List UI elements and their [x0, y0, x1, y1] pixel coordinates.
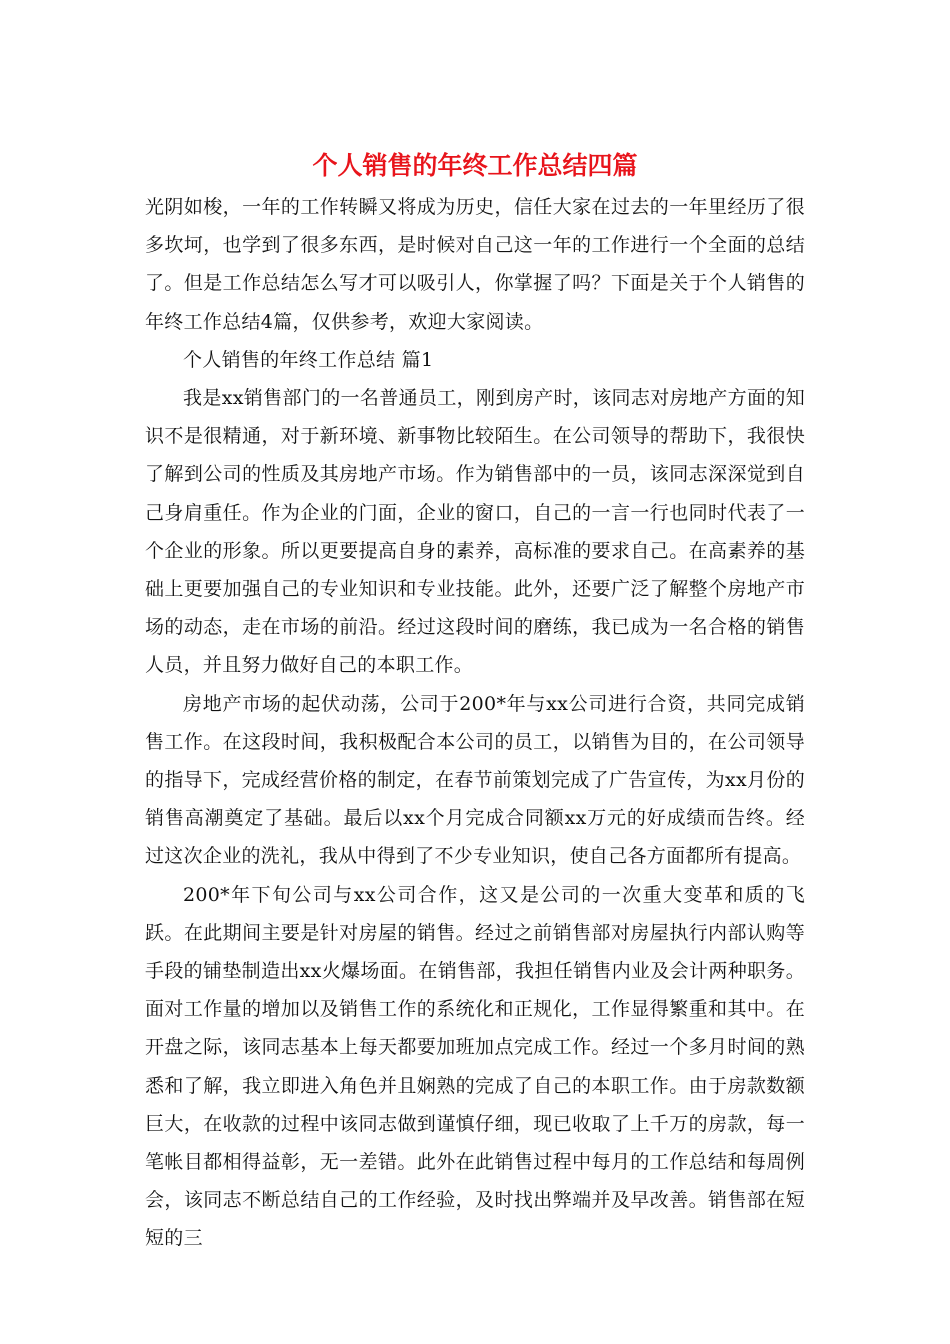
- body-paragraph: 我是xx销售部门的一名普通员工，刚到房产时，该同志对房地产方面的知识不是很精通，对于新环境、新事物比较陌生。在公司领导的帮助下，我很快了解到公司的性质及其房地产市场。作为销售部中的一员，该同志深深觉到自己身肩重任。作为企业的门面，企业的窗口，自己的一言一行也同时代表了一个企业的形象。所以更要提高自身的素养，高标准的要求自己。在高素养的基础上更要加强自己的专业知识和专业技能。此外，还要广泛了解整个房地产市场的动态，走在市场的前沿。经过这段时间的磨练，我已成为一名合格的销售人员，并且努力做好自己的本职工作。: [145, 387, 805, 677]
- body-paragraph: 200*年下旬公司与xx公司合作，这又是公司的一次重大变革和质的飞跃。在此期间主要是针对房屋的销售。经过之前销售部对房屋执行内部认购等手段的铺垫制造出xx火爆场面。在销售部，我担任销售内业及会计两种职务。面对工作量的增加以及销售工作的系统化和正规化，工作显得繁重和其中。在开盘之际，该同志基本上每天都要加班加点完成工作。经过一个多月时间的熟悉和了解，我立即进入角色并且娴熟的完成了自己的本职工作。由于房款数额巨大，在收款的过程中该同志做到谨慎仔细，现已收取了上千万的房款，每一笔帐目都相得益彰，无一差错。此外在此销售过程中每月的工作总结和每周例会，该同志不断总结自己的工作经验，及时找出弊端并及早改善。销售部在短短的三: [145, 883, 805, 1250]
- section-heading: 个人销售的年终工作总结 篇1: [183, 348, 434, 371]
- document-title: 个人销售的年终工作总结四篇: [312, 151, 638, 180]
- intro-paragraph: 光阴如梭，一年的工作转瞬又将成为历史，信任大家在过去的一年里经历了很多坎坷，也学到了很多东西，是时候对自己这一年的工作进行一个全面的总结了。但是工作总结怎么写才可以吸引人，你掌握了吗？下面是关于个人销售的年终工作总结4篇，仅供参考，欢迎大家阅读。: [145, 196, 805, 333]
- document-body: [145, 188, 805, 1258]
- body-paragraph: 房地产市场的起伏动荡，公司于200*年与xx公司进行合资，共同完成销售工作。在这段时间，我积极配合本公司的员工，以销售为目的，在公司领导的指导下，完成经营价格的制定，在春节前策划完成了广告宣传，为xx月份的销售高潮奠定了基础。最后以xx个月完成合同额xx万元的好成绩而告终。经过这次企业的洗礼，我从中得到了不少专业知识，使自己各方面都所有提高。: [145, 692, 805, 868]
